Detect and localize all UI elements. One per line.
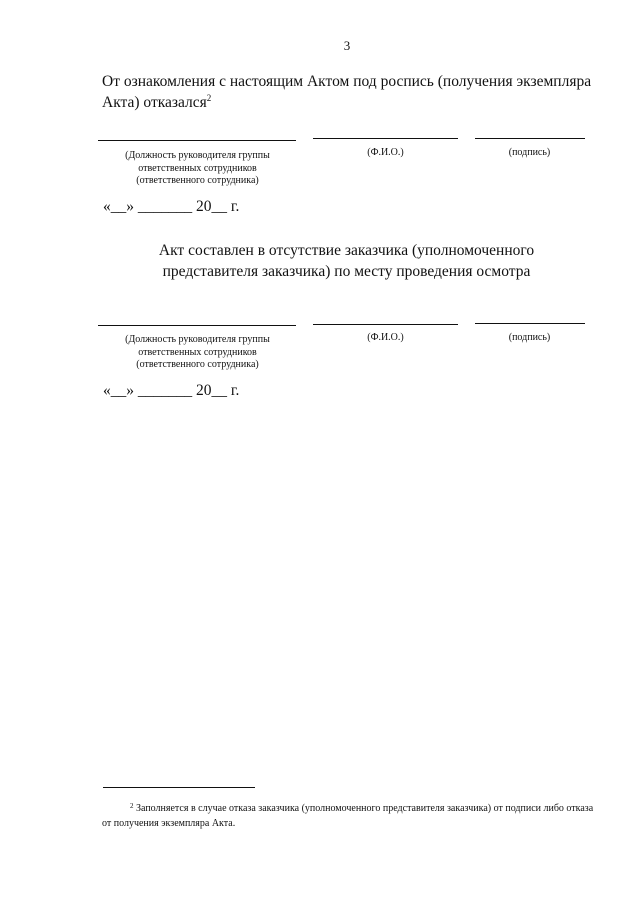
signature-line xyxy=(475,138,585,139)
position-signature-line xyxy=(98,325,296,326)
name-caption: (Ф.И.О.) xyxy=(367,332,404,343)
name-caption: (Ф.И.О.) xyxy=(367,147,404,158)
signature-line xyxy=(475,323,585,324)
footnote-text: Заполняется в случае отказа заказчика (уполномоченного представителя заказчика) от подписи либо отказа от получения экземпляра Акта. xyxy=(102,803,594,829)
absence-heading: Акт составлен в отсутствие заказчика (уполномоченного представителя заказчика) по месту проведения осмотра xyxy=(158,242,535,280)
date-line: «__» _______ 20__ г. xyxy=(103,382,240,399)
name-signature-line xyxy=(313,324,458,325)
position-caption: (Должность руководителя группы ответственных сотрудников (ответственного сотрудника) xyxy=(125,334,270,370)
refusal-text: От ознакомления с настоящим Актом под роспись (получения экземпляра Акта) отказался xyxy=(102,73,592,111)
page-number: 3 xyxy=(343,38,351,53)
position-signature-line xyxy=(98,140,296,141)
date-line: «__» _______ 20__ г. xyxy=(103,198,240,215)
refusal-statement xyxy=(102,71,602,113)
position-caption: (Должность руководителя группы ответственных сотрудников (ответственного сотрудника) xyxy=(125,150,270,186)
name-signature-line xyxy=(313,138,458,139)
footnote xyxy=(102,801,602,831)
signature-caption: (подпись) xyxy=(508,332,551,343)
signature-caption: (подпись) xyxy=(508,147,551,158)
footnote-separator xyxy=(103,787,255,788)
footnote-number: 2 xyxy=(130,802,134,810)
footnote-reference: 2 xyxy=(206,93,212,103)
